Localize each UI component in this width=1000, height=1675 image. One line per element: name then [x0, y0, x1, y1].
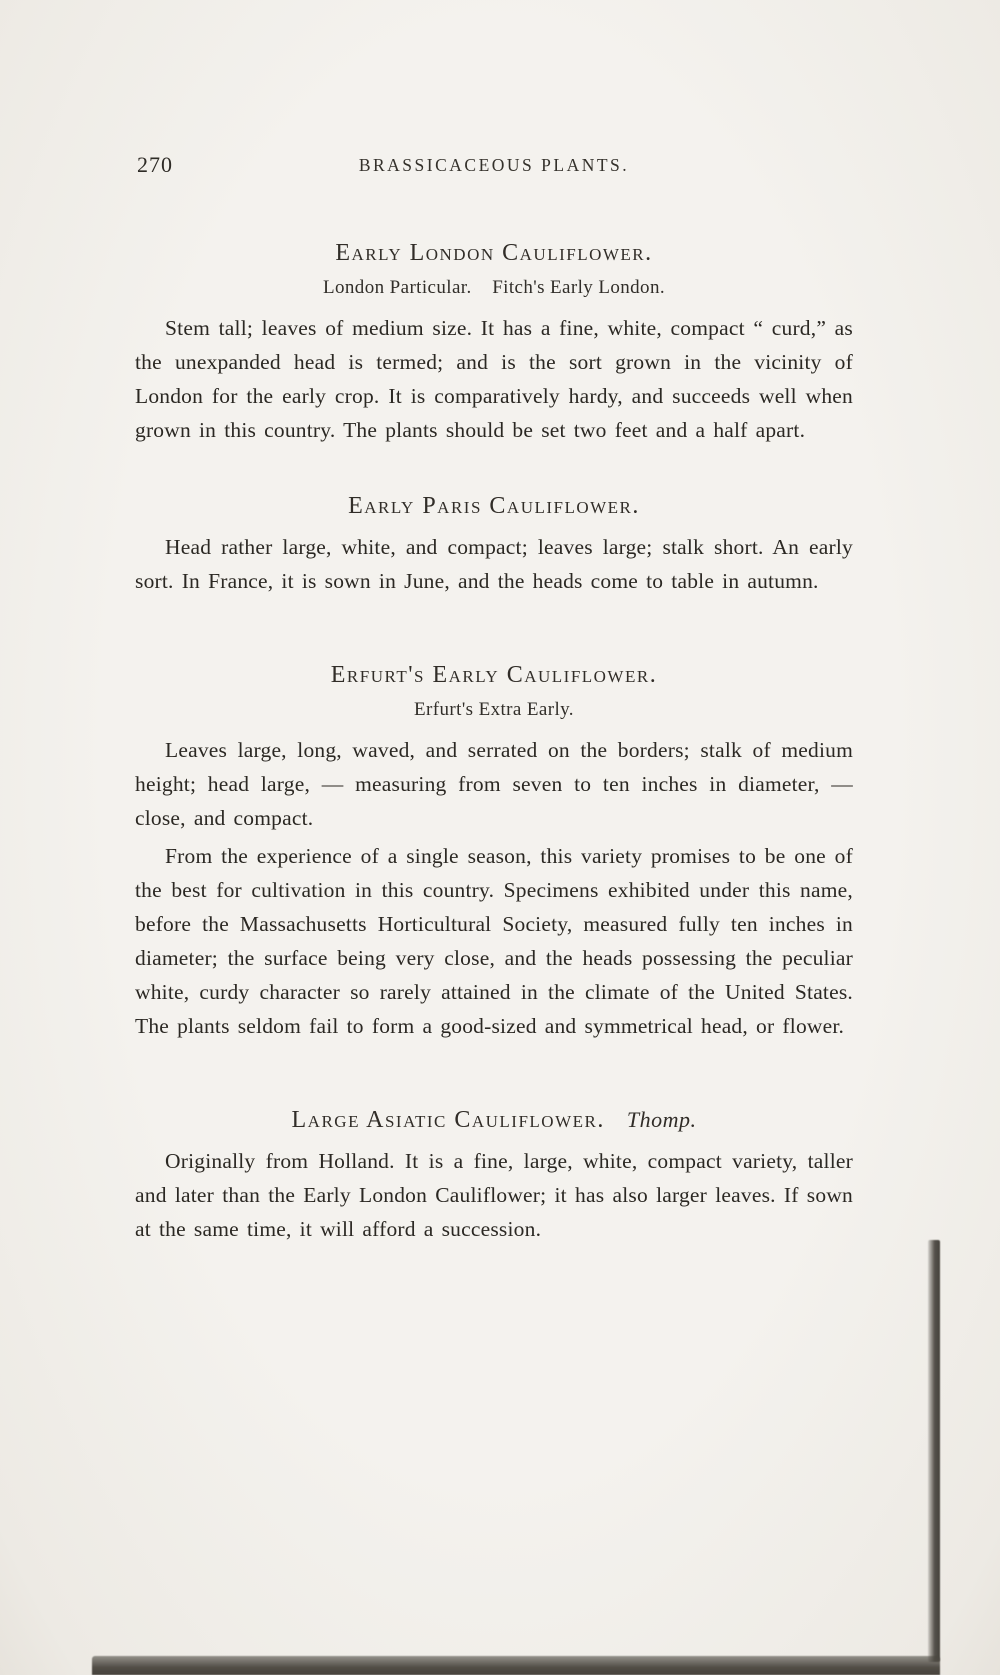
section-erfurts-early-cauliflower	[135, 662, 853, 1043]
section-early-london-cauliflower	[135, 240, 853, 447]
paragraph: Head rather large, white, and compact; leaves large; stalk short. An early sort. In France, it is sown in June, and the heads come to table in autumn.	[135, 535, 853, 593]
section-large-asiatic-cauliflower	[135, 1107, 853, 1246]
section-heading-text: Early London Cauliflower.	[335, 240, 653, 266]
running-header: BRASSICACEOUS PLANTS.	[358, 155, 630, 175]
section-synonyms: London Particular. Fitch's Early London.	[323, 277, 665, 298]
text-block	[135, 152, 853, 1248]
scan-artifact-right-edge	[928, 1240, 940, 1662]
running-head-row	[135, 152, 853, 182]
section-heading-text: Early Paris Cauliflower.	[348, 493, 640, 519]
section-heading	[135, 240, 853, 267]
section-heading-text: Erfurt's Early Cauliflower.	[330, 662, 658, 688]
paragraph: From the experience of a single season, this variety promises to be one of the best for cultivation in this country. Specimens exhibited under this name, before the Massachusetts Horticultural Society, measured fully ten inches in diameter; the surface being very close, and the heads possessing the peculiar white, curdy character so rarely attained in the climate of the United States. The plants seldom fail to form a good-sized and symmetrical head, or flower.	[135, 844, 853, 1038]
section-early-paris-cauliflower	[135, 493, 853, 598]
section-heading	[135, 493, 853, 520]
section-authority: Thomp.	[626, 1107, 697, 1132]
scan-artifact-bottom-edge	[92, 1656, 940, 1675]
paragraph: Originally from Holland. It is a fine, large, white, compact variety, taller and later than the Early London Cauliflower; it has also larger leaves. If sown at the same time, it will afford a succession.	[135, 1149, 853, 1241]
section-heading	[135, 662, 853, 689]
section-heading	[135, 1107, 853, 1134]
page-number: 270	[137, 152, 173, 177]
paragraph: Stem tall; leaves of medium size. It has a fine, white, compact “ curd,” as the unexpanded head is termed; and is the sort grown in the vicinity of London for the early crop. It is comparatively hardy, and succeeds well when grown in this country. The plants should be set two feet and a half apart.	[135, 316, 853, 442]
paragraph: Leaves large, long, waved, and serrated on the borders; stalk of medium height; head large, — measuring from seven to ten inches in diameter, — close, and compact.	[135, 738, 853, 830]
section-synonyms: Erfurt's Extra Early.	[414, 699, 574, 720]
section-heading-text: Large Asiatic Cauliflower.	[291, 1107, 605, 1133]
